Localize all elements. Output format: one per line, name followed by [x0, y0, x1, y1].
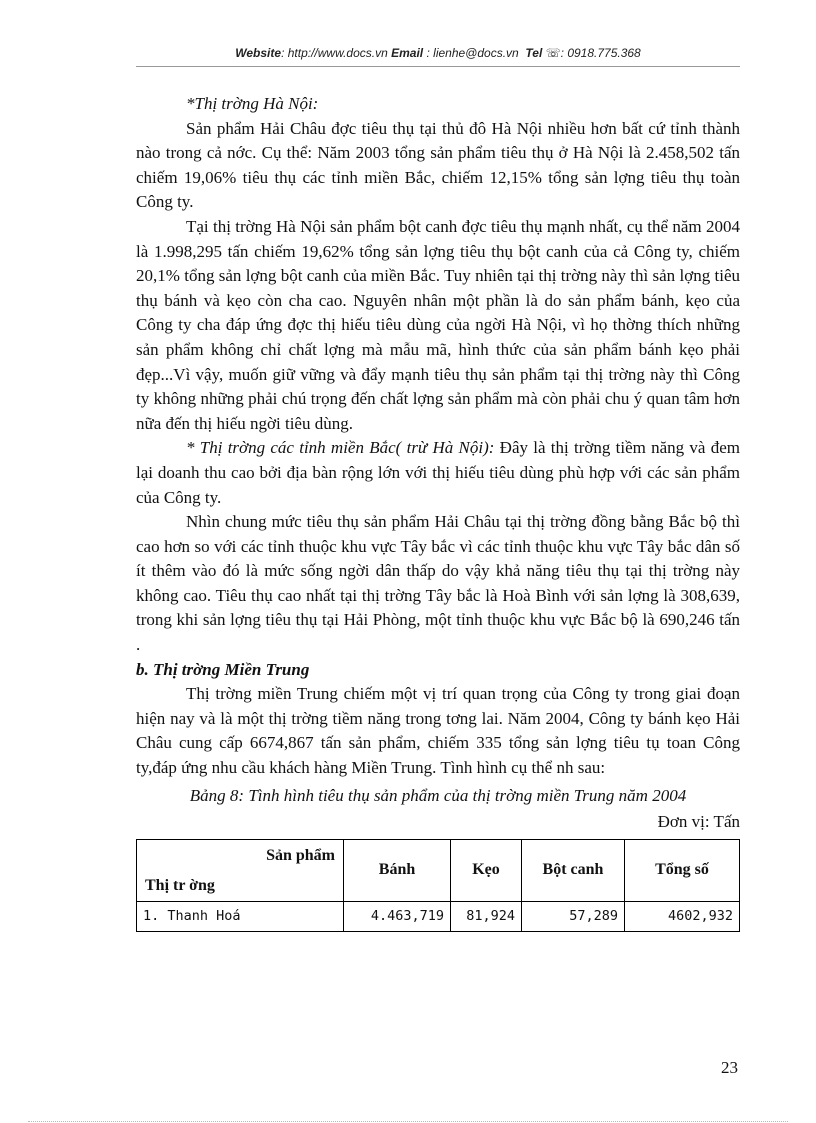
document-body — [136, 92, 740, 932]
paragraph-4: Nhìn chung mức tiêu thụ sản phẩm Hải Châu tại thị trờng đồng bằng Bắc bộ thì cao hơn so với các tỉnh thuộc khu vực Tây bắc vì các tỉnh thuộc khu vực Tây bắc dân số ít thêm vào đó là mức sống ngời dân thấp do vậy khả năng tiêu thụ tại thị trờng này không cao. Tiêu thụ cao nhất tại thị trờng Tây bắc là Hoà Bình với sản lợng là 308,639, trong khi sản lợng tiêu thụ tại Hải Phòng, một tỉnh thuộc khu vực Bắc bộ là 690,246 tấn . — [136, 512, 740, 655]
tel-label: Tel — [525, 46, 543, 60]
column-header: Bánh — [344, 839, 451, 901]
column-header: Kẹo — [451, 839, 522, 901]
table-caption: Bảng 8: Tình hình tiêu thụ sản phẩm của thị trờng miền Trung năm 2004 — [189, 785, 687, 805]
tel-value: : 0918.775.368 — [560, 46, 641, 60]
table-corner-cell — [137, 839, 344, 901]
section-b-heading: b. Thị trờng Miền Trung — [136, 659, 310, 679]
paragraph-5: Thị trờng miền Trung chiếm một vị trí quan trọng của Công ty trong giai đoạn hiện nay và là một thị trờng tiềm năng trong tơng lai. Năm 2004, Công ty bánh kẹo Hải Châu cung cấp 6674,867 tấn sản phẩm, chiếm 335 tổng sản lợng tiêu tụ toan Công ty,đáp ứng nhu cầu khách hàng Miền Trung. Tình hình cụ thể nh sau: — [136, 684, 740, 778]
paragraph-2: Tại thị trờng Hà Nội sản phẩm bột canh đợc tiêu thụ mạnh nhất, cụ thể năm 2004 là 1.998,295 tấn chiếm 19,62% tổng sản lợng tiêu thụ bột canh của cả Công ty, chiếm 20,1% tổng sản lợng bột canh của miền Bắc. Tuy nhiên tại thị trờng này thì sản lợng tiêu thụ bánh và kẹo còn cha cao. Nguyên nhân một phần là do sản phẩm bánh, kẹo của Công ty cha đáp ứng đợc thị hiếu tiêu dùng của ngời Hà Nội, vì họ thờng thích những sản phẩm không chỉ chất lợng mà mẫu mã, hình thức của sản phẩm bánh kẹo phải đẹp...Vì vậy, muốn giữ vững và đẩy mạnh tiêu thụ sản phẩm tại thị trờng này thì Công ty không những phải chú trọng đến chất lợng sản phẩm mà còn phải chu ý quan tâm hơn nữa đến thị hiếu ngời tiêu dùng. — [136, 216, 740, 433]
email-value: : lienhe@docs.vn — [426, 46, 519, 60]
header-rule — [136, 66, 740, 67]
cell-bot-canh: 57,289 — [522, 902, 625, 932]
sales-table — [136, 839, 740, 932]
email-label: Email — [391, 46, 424, 60]
hanoi-heading: *Thị trờng Hà Nội: — [186, 94, 319, 113]
column-header: Tổng số — [625, 839, 740, 901]
table-header-row — [137, 839, 740, 901]
corner-market-label: Thị tr ờng — [145, 877, 215, 895]
website-value: : http://www.docs.vn — [281, 46, 388, 60]
corner-product-label: Sản phẩm — [266, 846, 335, 864]
table-unit: Đơn vị: Tấn — [657, 812, 740, 832]
paragraph-3 — [136, 436, 740, 510]
cell-keo: 81,924 — [451, 902, 522, 932]
bottom-rule — [28, 1121, 788, 1122]
page-header — [136, 46, 740, 60]
table-row — [137, 902, 740, 932]
cell-banh: 4.463,719 — [344, 902, 451, 932]
phone-icon: ☏ — [545, 46, 561, 60]
cell-tong-so: 4602,932 — [625, 902, 740, 932]
paragraph-1: Sản phẩm Hải Châu đợc tiêu thụ tại thủ đô Hà Nội nhiều hơn bất cứ tỉnh thành nào trong cả nớc. Cụ thể: Năm 2003 tổng sản phẩm tiêu thụ ở Hà Nội là 2.458,502 tấn chiếm 19,06% tiêu thụ các tỉnh miền Bắc, chiếm 12,15% tổng sản lợng tiêu thụ toàn Công ty. — [136, 118, 740, 212]
website-label: Website — [235, 46, 282, 60]
page-number: 23 — [721, 1058, 738, 1077]
northern-provinces-heading: * Thị trờng các tỉnh miền Bắc( trừ Hà Nội): — [186, 438, 495, 458]
paragraph-3-text: Đây là thị trờng tiềm năng và đem lại doanh thu cao bởi địa bàn rộng lớn với thị hiếu tiêu dùng phù hợp với các sản phẩm của Công ty. — [136, 438, 740, 507]
row-market-name: 1. Thanh Hoá — [137, 902, 344, 932]
column-header: Bột canh — [522, 839, 625, 901]
